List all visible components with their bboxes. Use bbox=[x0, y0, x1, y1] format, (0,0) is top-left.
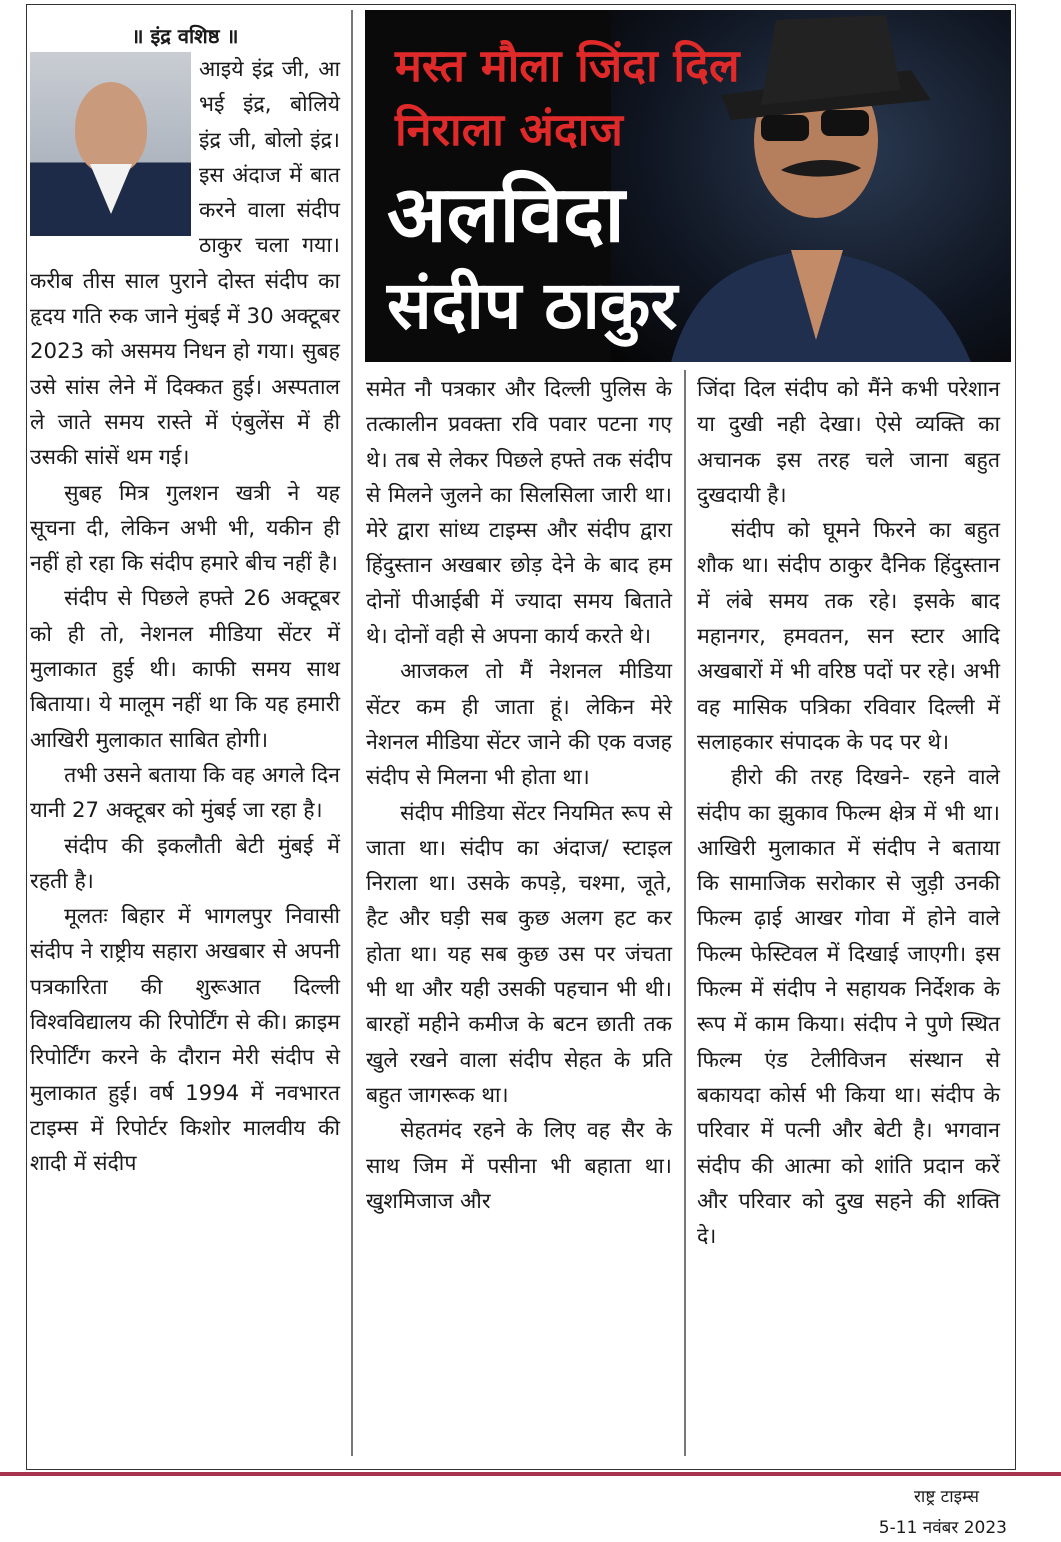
col1-para-1: आइये इंद्र जी, आ भई इंद्र, बोलिये इंद्र जी, बोलो इंद्र। इस अंदाज में बात करने वाला संदीप ठाकुर चला गया। करीब तीस साल पुराने दोस्त संदीप का हृदय गति रुक जाने मुंबई में 30 अक्टूबर 2023 को असमय निधन हो गया। सुबह उसे सांस लेने में दिक्कत हुई। अस्पताल ले जाते समय रास्ते में एंबुलेंस में ही उसकी सांसें थम गई। bbox=[30, 57, 340, 471]
headline-banner bbox=[365, 10, 1011, 362]
column-3 bbox=[697, 372, 1000, 1254]
col1-para-4: तभी उसने बताया कि वह अगले दिन यानी 27 अक्टूबर को मुंबई जा रहा है। bbox=[30, 762, 340, 824]
author-collar bbox=[90, 164, 132, 214]
footer-rule bbox=[0, 1472, 1061, 1476]
author-face bbox=[75, 82, 147, 174]
col2-para-1: समेत नौ पत्रकार और दिल्ली पुलिस के तत्कालीन प्रवक्ता रवि पवार पटना गए थे। तब से लेकर पिछले हफ्ते तक संदीप से मिलने जुलने का सिलसिला जारी था। मेरे द्वारा सांध्य टाइम्स और संदीप द्वारा हिंदुस्तान अखबार छोड़ देने के बाद हम दोनों पीआईबी में ज्यादा समय बिताते थे। दोनों वही से अपना कार्य करते थे। bbox=[366, 377, 672, 650]
column-divider-2 bbox=[684, 370, 686, 1456]
col1-para-2: सुबह मित्र गुलशन खत्री ने यह सूचना दी, लेकिन अभी भी, यकीन ही नहीं हो रहा कि संदीप हमारे बीच नहीं है। bbox=[30, 480, 340, 577]
col3-para-1: जिंदा दिल संदीप को मैंने कभी परेशान या दुखी नही देखा। ऐसे व्यक्ति का अचानक इस तरह चले जाना बहुत दुखदायी है। bbox=[697, 377, 1000, 508]
column-divider-1 bbox=[351, 10, 353, 1456]
col1-para-3: संदीप से पिछले हफ्ते 26 अक्टूबर को ही तो, नेशनल मीडिया सेंटर में मुलाकात हुई थी। काफी समय साथ बिताया। ये मालूम नहीं था कि यह हमारी आखिरी मुलाकात साबित होगी। bbox=[30, 586, 340, 753]
publication-date: 5-11 नवंबर 2023 bbox=[878, 1518, 1007, 1538]
column-2 bbox=[366, 372, 672, 1219]
author-byline: ॥ इंद्र वशिष्ठ ॥ bbox=[131, 24, 239, 48]
headline-line-1: मस्त मौला जिंदा दिल bbox=[395, 39, 740, 92]
col2-para-4: सेहतमंद रहने के लिए वह सैर के साथ जिम में पसीना भी बहाता था। खुशमिजाज और bbox=[366, 1118, 672, 1214]
col3-para-2: संदीप को घूमने फिरने का बहुत शौक था। संदीप ठाकुर दैनिक हिंदुस्तान में लंबे समय तक रहे। इसके बाद महानगर, हमवतन, सन स्टार आदि अखबारों में भी वरिष्ठ पदों पर रहे। अभी वह मासिक पत्रिका रविवार दिल्ली में सलाहकार संपादक के पद पर थे। bbox=[697, 518, 1000, 755]
publication-name: राष्ट्र टाइम्स bbox=[913, 1487, 979, 1507]
headline-line-2: निराला अंदाज bbox=[395, 103, 623, 156]
col2-para-3: संदीप मीडिया सेंटर नियमित रूप से जाता था। संदीप का अंदाज/ स्टाइल निराला था। उसके कपड़े, चश्मा, जूते, हैट और घड़ी सब कुछ अलग हट कर होता था। यह सब कुछ उस पर जंचता भी था और यही उसकी पहचान भी थी। बारहों महीने कमीज के बटन छाती तक खुले रखने वाला संदीप सेहत के प्रति बहुत जागरूक था। bbox=[366, 800, 672, 1108]
col1-para-5: संदीप की इकलौती बेटी मुंबई में रहती है। bbox=[30, 833, 340, 894]
author-photo bbox=[30, 52, 191, 236]
col3-para-3: हीरो की तरह दिखने- रहने वाले संदीप का झुकाव फिल्म क्षेत्र में भी था। आखिरी मुलाकात में संदीप ने बताया कि सामाजिक सरोकार से जुड़ी उनकी फिल्म ढ़ाई आखर गोवा में होने वाले फिल्म फेस्टिवल में दिखाई जाएगी। इस फिल्म में संदीप ने सहायक निर्देशक के रूप में काम किया। संदीप ने पुणे स्थित फिल्म एंड टेलीविजन संस्थान से बकायदा कोर्स भी किया था। संदीप के परिवार में पत्नी और बेटी है। भगवान संदीप की आत्मा को शांति प्रदान करें और परिवार को दुख सहने की शक्ति दे। bbox=[697, 765, 1000, 1250]
column-1 bbox=[30, 10, 340, 1182]
headline-line-3: अलविदा bbox=[387, 170, 625, 260]
col1-para-6: मूलतः बिहार में भागलपुर निवासी संदीप ने राष्ट्रीय सहारा अखबार से अपनी पत्रकारिता की शुरूआत दिल्ली विश्वविद्यालय की रिपोर्टिंग से की। क्राइम रिपोर्टिंग करने के दौरान मेरी संदीप से मुलाकात हुई। वर्ष 1994 में नवभारत टाइम्स में रिपोर्टर किशोर मालवीय की शादी में संदीप bbox=[30, 904, 340, 1177]
headline-line-4: संदीप ठाकुर bbox=[387, 267, 678, 344]
col2-para-2: आजकल तो मैं नेशनल मीडिया सेंटर कम ही जाता हूं। लेकिन मेरे नेशनल मीडिया सेंटर जाने की एक वजह संदीप से मिलना भी होता था। bbox=[366, 659, 672, 791]
